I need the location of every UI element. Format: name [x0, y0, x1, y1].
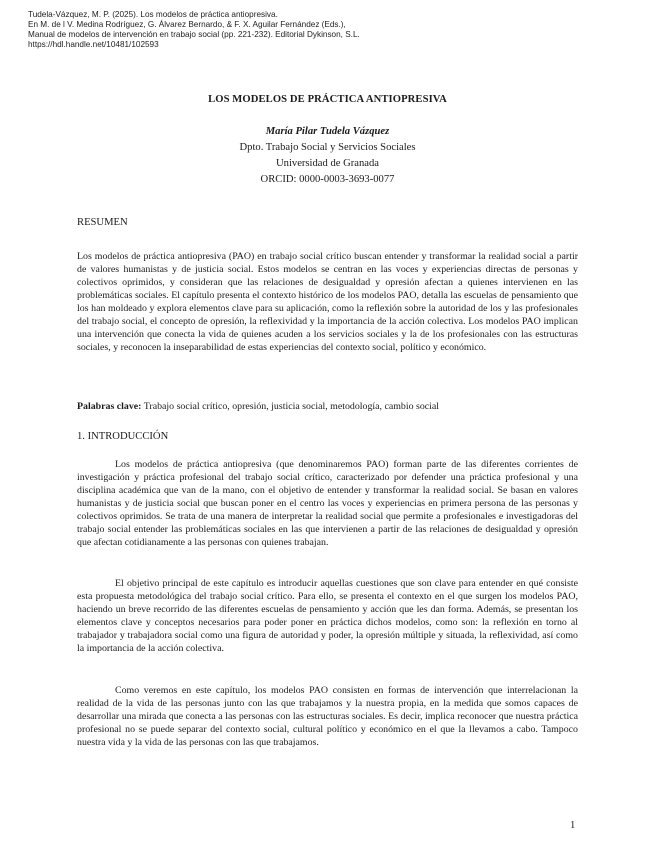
citation-link[interactable]: https://hdl.handle.net/10481/102593 [28, 40, 159, 49]
abstract-heading: RESUMEN [77, 217, 128, 228]
author-name: María Pilar Tudela Vázquez [265, 126, 390, 137]
page-number: 1 [570, 820, 576, 831]
intro-paragraph-2: El objetivo principal de este capítulo es introducir aquellas cuestiones que son clave para entender en qué consiste esta propuesta metodológica del trabajo social crítico. Para ello, se presenta el contexto en el que surgen los modelos PAO, haciendo un breve recorrido de las diferentes escuelas de pensamiento y acción que les dan forma. Además, se presentan los elementos clave y conceptos necesarios para poder poner en práctica dichos modelos, como son: la reflexión en torno al trabajador y trabajadora social como una figura de autoridad y poder, la opresión múltiple y situada, la reflexividad, así como la importancia de la acción colectiva. [77, 578, 578, 655]
keywords-text: Trabajo social crítico, opresión, justicia social, metodología, cambio social [143, 401, 440, 412]
keywords-label: Palabras clave: [77, 401, 142, 412]
citation-line: Tudela-Vázquez, M. P. (2025). Los modelos de práctica antiopresiva. [28, 10, 278, 19]
citation-line: Manual de modelos de intervención en trabajo social (pp. 221-232). Editorial Dykinson, S.L. [28, 30, 360, 39]
page-title: LOS MODELOS DE PRÁCTICA ANTIOPRESIVA [208, 94, 447, 105]
author-orcid: ORCID: 0000-0003-3693-0077 [260, 174, 395, 185]
author-university: Universidad de Granada [276, 158, 379, 169]
abstract-text: Los modelos de práctica antiopresiva (PAO) en trabajo social crítico buscan entender y transformar la realidad social a partir de valores humanistas y de justicia social. Estos modelos se centran en las voces y experiencias directas de personas y colectivos oprimidos, y consideran que las relaciones de desigualdad y opresión afectan a quienes intervienen en las problemáticas sociales. El capítulo presenta el contexto histórico de los modelos PAO, detalla las escuelas de pensamiento que los han moldeado y explora elementos clave para su aplicación, como la reflexión sobre la autoridad de los y las profesionales del trabajo social, el concepto de opresión, la reflexividad y la importancia de la acción colectiva. Los modelos PAO implican una intervención que conecta la vida de quienes acuden a los servicios sociales y la de los profesionales con las estructuras sociales, y reconocen la inseparabilidad de estas experiencias del contexto social, político y económico. [77, 251, 578, 354]
citation-line: En M. de l V. Medina Rodríguez, G. Álvarez Bernardo, & F. X. Aguilar Fernández (Eds.), [28, 20, 346, 29]
section-heading-introduction: 1. INTRODUCCIÓN [77, 431, 169, 442]
intro-paragraph-1: Los modelos de práctica antiopresiva (que denominaremos PAO) forman parte de las diferentes corrientes de investigación y práctica profesional del trabajo social crítico, caracterizado por defender una práctica profesional y una disciplina académica que van de la mano, con el objetivo de entender y transformar la realidad social. Se basan en valores humanistas y de justicia social que buscan poner en el centro las voces y experiencias en primera persona de las personas y colectivos oprimidos. Se trata de una manera de interpretar la realidad social que permite a profesionales e investigadoras del trabajo social entender las problemáticas sociales en las que intervienen a partir de las relaciones de desigualdad y opresión que afectan cotidianamente a las personas con quienes trabajan. [77, 459, 578, 549]
author-department: Dpto. Trabajo Social y Servicios Sociales [239, 142, 416, 153]
author-block [0, 124, 655, 188]
citation-header [28, 10, 628, 50]
keywords [77, 400, 578, 413]
intro-paragraph-3: Como veremos en este capítulo, los modelos PAO consisten en formas de intervención que interrelacionan la realidad de la vida de las personas junto con las que trabajamos y la nuestra propia, en la medida que somos capaces de desarrollar una mirada que conecta a las personas con las estructuras sociales. Es decir, implica reconocer que nuestra práctica profesional no se puede separar del contexto social, cultural político y económico en el que la llevamos a cabo. Tampoco nuestra vida y la vida de las personas con las que trabajamos. [77, 685, 578, 749]
